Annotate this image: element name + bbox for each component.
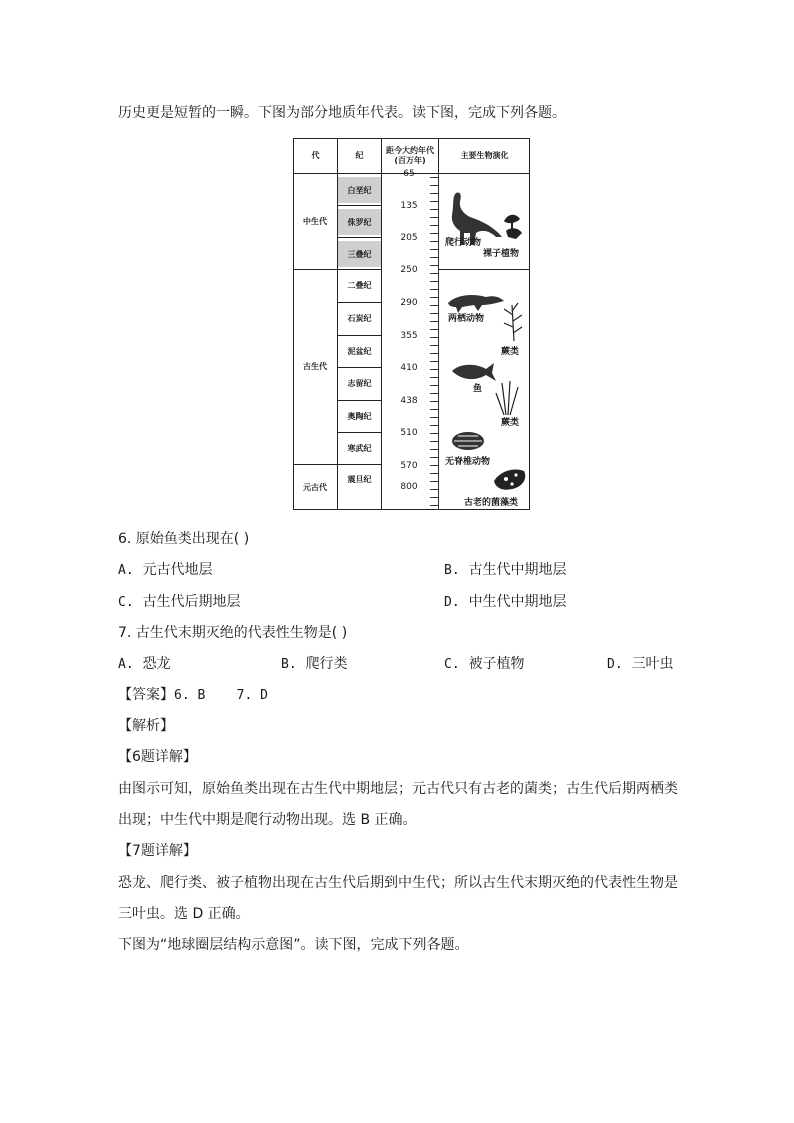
period-cambrian: 寒武纪 — [347, 443, 372, 453]
scale-tick — [430, 241, 438, 242]
scale-tick — [430, 337, 438, 338]
option-text: 爬行类 — [305, 656, 348, 672]
scale-tick — [430, 505, 438, 506]
period-ordovician: 奥陶纪 — [347, 411, 372, 421]
option-key: B. — [444, 563, 460, 578]
header-life: 主要生物演化 — [460, 151, 509, 160]
scale-tick — [430, 321, 438, 322]
scale-tick — [430, 225, 438, 226]
scale-tick — [430, 417, 438, 418]
scale-tick — [430, 217, 438, 218]
scale-tick — [430, 361, 438, 362]
age-250: 250 — [400, 265, 418, 275]
period-devonian: 泥盆纪 — [347, 346, 372, 356]
period-permian: 二叠纪 — [347, 281, 372, 290]
label-reptile: 爬行动物 — [445, 238, 482, 248]
scale-tick — [430, 305, 438, 306]
q6-option-b[interactable] — [444, 561, 567, 580]
scale-tick — [430, 377, 438, 378]
scale-tick — [430, 401, 438, 402]
q6-detail-line1: 由图示可知，原始鱼类出现在古生代中期地层；元古代只有古老的菌类；古生代后期两栖类 — [118, 781, 678, 797]
age-205: 205 — [400, 233, 418, 243]
scale-tick — [430, 457, 438, 458]
q7-option-c[interactable] — [444, 655, 525, 674]
option-key: A. — [118, 657, 134, 672]
era-paleozoic: 古生代 — [303, 362, 327, 371]
scale-tick — [430, 409, 438, 410]
age-135: 135 — [400, 201, 418, 211]
scale-tick — [430, 289, 438, 290]
option-key: D. — [607, 657, 623, 672]
q6-option-a[interactable] — [118, 561, 213, 580]
time-scale-ruler — [428, 173, 440, 509]
algae-icon — [494, 469, 525, 489]
q7-option-d[interactable] — [607, 655, 674, 674]
option-text: 被子植物 — [468, 656, 525, 672]
analysis-label: 【解析】 — [118, 718, 174, 734]
q6-detail-line2: 出现；中生代中期是爬行动物出现。选 B 正确。 — [118, 812, 417, 828]
header-age-line1: 距今大约年代 — [386, 146, 434, 155]
header-era: 代 — [311, 151, 320, 160]
scale-tick — [430, 465, 438, 466]
scale-tick — [430, 433, 438, 434]
scale-tick — [430, 393, 438, 394]
option-text: 中生代中期地层 — [468, 594, 567, 610]
scale-tick — [430, 369, 438, 370]
scale-tick — [430, 313, 438, 314]
period-carboniferous: 石炭纪 — [347, 314, 372, 323]
option-key: C. — [118, 595, 134, 610]
answer-line — [118, 686, 268, 705]
label-fern-1: 蕨类 — [501, 347, 520, 357]
header-age-line2: (百万年) — [394, 156, 426, 165]
option-key: B. — [281, 657, 297, 672]
answer-label: 【答案】 — [118, 687, 174, 703]
label-invertebrate: 无脊椎动物 — [445, 457, 491, 467]
scale-tick — [430, 185, 438, 186]
label-amphibian: 两栖动物 — [448, 314, 485, 324]
era-mesozoic: 中生代 — [303, 216, 327, 226]
period-cretaceous: 白垩纪 — [338, 177, 381, 203]
option-text: 古生代后期地层 — [142, 594, 241, 610]
invertebrate-icon — [452, 432, 484, 450]
header-age — [382, 139, 438, 173]
scale-tick — [430, 449, 438, 450]
scale-tick — [430, 233, 438, 234]
scale-tick — [430, 249, 438, 250]
scale-tick — [430, 385, 438, 386]
option-key: D. — [444, 595, 460, 610]
label-fern-2: 蕨类 — [501, 418, 520, 428]
option-text: 恐龙 — [142, 656, 171, 672]
period-jurassic: 侏罗纪 — [338, 209, 381, 235]
q6-stem: 6. 原始鱼类出现在( ) — [118, 531, 250, 547]
q7-stem: 7. 古生代末期灭绝的代表性生物是( ) — [118, 625, 348, 641]
q7-detail-label: 【7题详解】 — [118, 843, 197, 859]
gymnosperm-plant-icon — [504, 215, 522, 239]
fern-icon — [504, 303, 522, 341]
period-triassic: 三叠纪 — [338, 241, 381, 267]
intro-text: 历史更是短暂的一瞬。下图为部分地质年代表。读下图，完成下列各题。 — [118, 105, 566, 121]
era-proterozoic: 元古代 — [303, 482, 327, 492]
scale-tick — [430, 489, 438, 490]
header-period: 纪 — [355, 151, 364, 160]
q6-option-c[interactable] — [118, 593, 241, 612]
q7-option-a[interactable] — [118, 655, 171, 674]
age-510: 510 — [400, 428, 418, 438]
age-410: 410 — [400, 363, 418, 373]
period-sinian: 震旦纪 — [347, 474, 372, 484]
scale-tick — [430, 425, 438, 426]
option-text: 古生代中期地层 — [468, 562, 567, 578]
scale-tick — [430, 273, 438, 274]
scale-tick — [430, 257, 438, 258]
scale-tick — [430, 473, 438, 474]
geologic-time-table — [293, 138, 530, 510]
age-570: 570 — [400, 461, 418, 471]
age-800: 800 — [400, 482, 418, 492]
answer-text: 6. B 7. D — [174, 688, 268, 703]
scale-tick — [430, 481, 438, 482]
scale-tick — [430, 265, 438, 266]
label-algae: 古老的菌藻类 — [464, 498, 519, 508]
scale-tick — [430, 201, 438, 202]
q7-detail-line1: 恐龙、爬行类、被子植物出现在古生代后期到中生代；所以古生代末期灭绝的代表性生物是 — [118, 875, 678, 891]
next-intro-text: 下图为“地球圈层结构示意图”。读下图，完成下列各题。 — [118, 937, 469, 953]
label-fish: 鱼 — [473, 384, 483, 394]
scale-tick — [430, 193, 438, 194]
age-65: 65 — [403, 169, 415, 179]
scale-tick — [430, 353, 438, 354]
option-key: C. — [444, 657, 460, 672]
scale-axis — [438, 173, 439, 509]
scale-tick — [430, 177, 438, 178]
scale-tick — [430, 281, 438, 282]
row-line — [337, 237, 382, 238]
scale-tick — [430, 297, 438, 298]
period-silurian: 志留纪 — [347, 379, 372, 388]
option-text: 元古代地层 — [142, 562, 213, 578]
age-355: 355 — [400, 331, 418, 341]
option-key: A. — [118, 563, 134, 578]
fish-icon — [452, 363, 496, 381]
row-line — [337, 205, 382, 206]
q7-option-b[interactable] — [281, 655, 348, 674]
scale-tick — [430, 497, 438, 498]
age-290: 290 — [400, 298, 418, 308]
q7-detail-line2: 三叶虫。选 D 正确。 — [118, 906, 250, 922]
scale-tick — [430, 329, 438, 330]
col-divider-2 — [381, 139, 382, 509]
label-gymnosperm: 裸子植物 — [483, 249, 520, 259]
age-438: 438 — [400, 396, 418, 406]
scale-tick — [430, 345, 438, 346]
q6-detail-label: 【6题详解】 — [118, 749, 197, 765]
option-text: 三叶虫 — [631, 656, 674, 672]
fern-icon-2 — [496, 381, 518, 415]
scale-tick — [430, 209, 438, 210]
q6-option-d[interactable] — [444, 593, 567, 612]
scale-tick — [430, 441, 438, 442]
